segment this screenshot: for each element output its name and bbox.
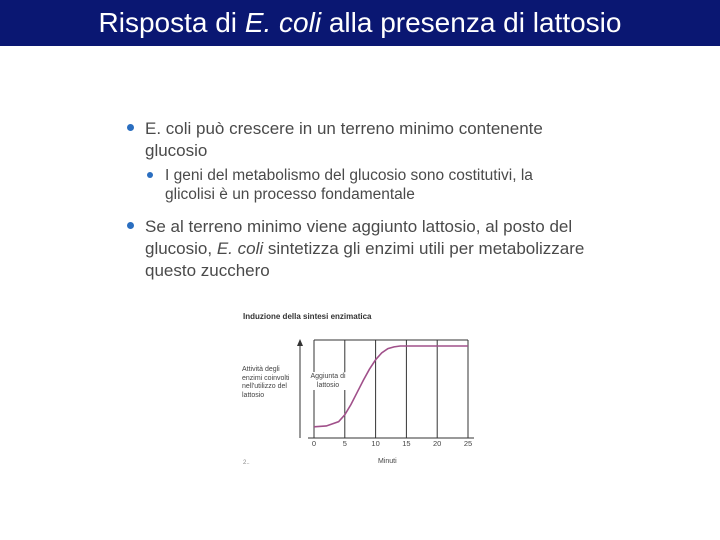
bullet-dot [127,222,134,229]
bullet-2 [125,216,585,282]
bullet-2-text-italic: E. coli [216,239,264,258]
x-tick-label: 5 [342,439,347,448]
x-tick-label: 0 [311,439,317,448]
chart-svg [238,308,488,478]
lactose-addition-annotation: Aggiunta di lattosio [310,373,346,389]
figure-corner-mark: 2.. [243,460,250,466]
title-italic: E. coli [244,7,322,38]
figure-title: Induzione della sintesi enzimatica [243,312,372,321]
y-axis-arrow-icon [297,339,303,346]
title-part2: alla presenza di lattosio [321,7,622,38]
bullet-2-text-a: Se al terreno minimo viene aggiunto lattosio, al posto del glucosio, [145,217,573,258]
x-tick-label: 25 [463,439,473,448]
bullet-list [125,118,585,282]
chart-y-label: Attività degli enzimi coinvolti nell'utilizzo del lattosio [242,366,290,399]
title-part1: Risposta di [98,7,245,38]
sub-bullet-1-text: I geni del metabolismo del glucosio sono costitutivi, la glicolisi è un processo fondamentale [165,167,533,203]
enzyme-induction-figure [238,308,488,478]
sub-bullet-1 [145,166,585,204]
bullet-1 [125,118,585,162]
slide-title [0,0,720,46]
chart-x-label: Minuti [378,458,397,465]
sub-bullet-dot [147,172,153,178]
x-tick-label: 20 [433,439,442,448]
x-tick-label: 15 [402,439,411,448]
bullet-1-text: E. coli può crescere in un terreno minimo contenente glucosio [145,119,543,160]
bullet-dot [127,124,134,131]
bullet-2-text-b: sintetizza gli enzimi utili per metabolizzare questo zucchero [145,239,585,280]
x-tick-label: 10 [371,439,380,448]
